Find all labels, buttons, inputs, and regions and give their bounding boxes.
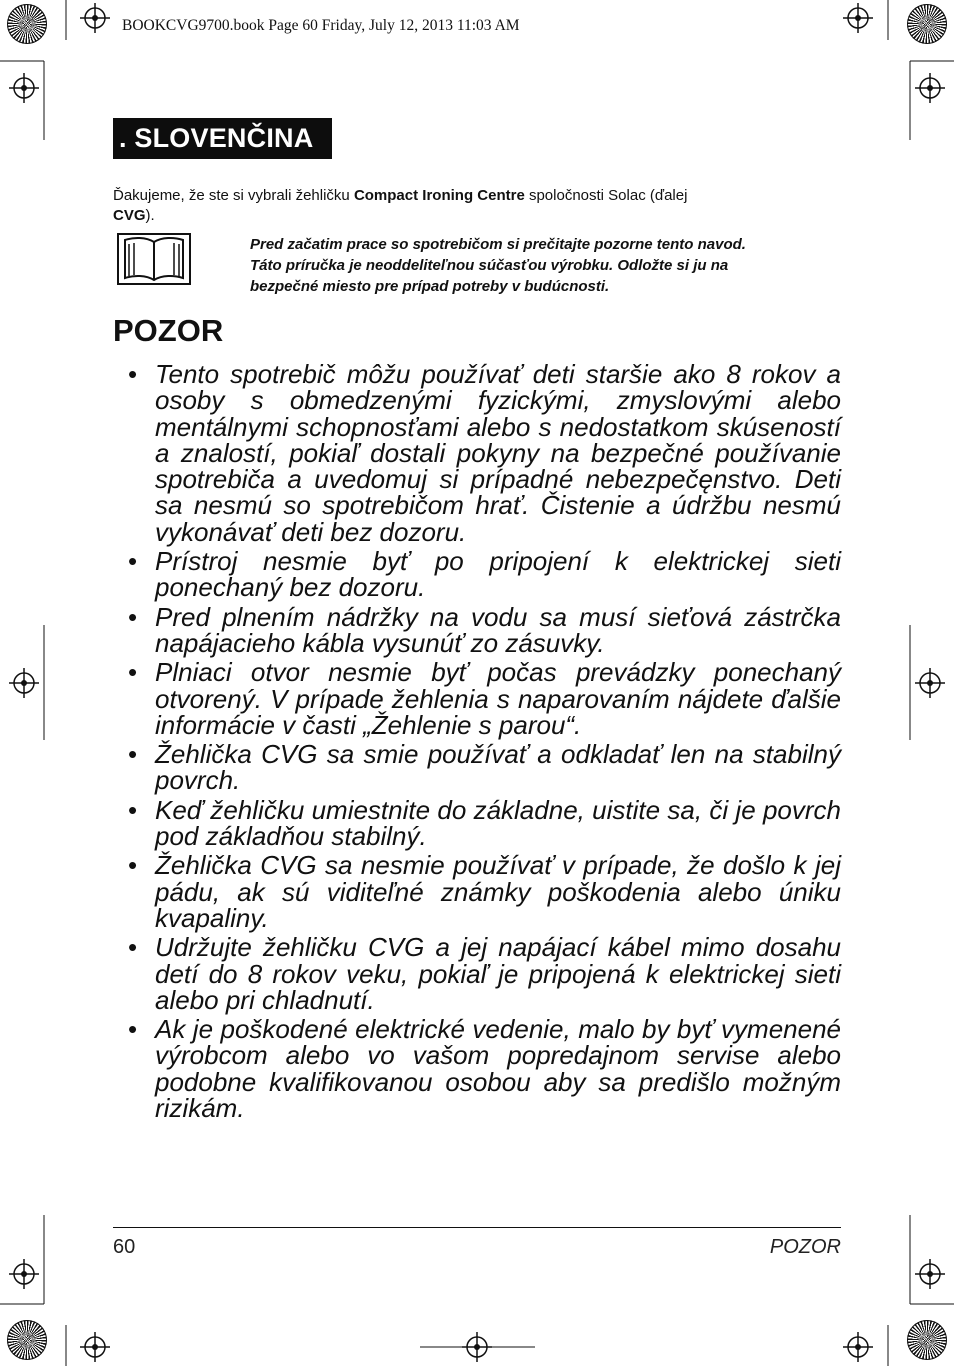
warning-item: • Tento spotrebič môžu používať deti staršie ako 8 rokov a osoby s obmedzenými fyzickými, zmyslovými alebo mentálnymi schopnosťami alebo s nedostatkom skúseností a znalostí, pokiaľ dostali pokyny na bezpečné používanie spotrebiča a uvedomuj si prípadné nebezpečęnstvo. Deti sa nesmú so spotrebičom hrať. Čistenie a údržbu nesmú vykonávať deti bez dozoru.	[128, 361, 841, 545]
warning-item: • Žehlička CVG sa nesmie používať v prípade, že došlo k jej pádu, ak sú viditeľné známky poškodenia alebo úniku kvapaliny.	[128, 852, 841, 931]
intro-paragraph	[113, 186, 843, 226]
book-icon	[116, 232, 192, 286]
registration-rosette-top-right	[907, 4, 947, 44]
warning-item: • Prístroj nesmie byť po pripojení k elektrickej sieti ponechaný bez dozoru.	[128, 548, 841, 601]
section-title: POZOR	[113, 313, 224, 348]
language-title: . SLOVENČINA	[113, 118, 332, 159]
registration-rosette-bottom-right	[907, 1320, 947, 1360]
warning-item: • Žehlička CVG sa smie používať a odkladať len na stabilný povrch.	[128, 741, 841, 794]
notice-line: bezpečné miesto pre prípad potreby v budúcnosti.	[250, 278, 610, 295]
notice-line: Pred začatim prace so spotrebičom si prečitajte pozorne tento navod.	[250, 236, 746, 253]
page-number: 60	[113, 1236, 136, 1258]
warning-item: • Udržujte žehličku CVG a jej napájací kábel mimo dosahu detí do 8 rokov veku, pokiaľ je pripojená k elektrickej sieti alebo pri chladnutí.	[128, 934, 841, 1013]
notice-line: Táto príručka je neoddeliteľnou súčasťou výrobku. Odložte si ju na	[250, 257, 729, 274]
warning-item: • Keď žehličku umiestnite do základne, uistite sa, či je povrch pod základňou stabilný.	[128, 797, 841, 850]
registration-rosette-bottom-left	[7, 1320, 47, 1360]
product-abbr: CVG	[113, 207, 146, 224]
intro-text-3: ).	[145, 207, 155, 224]
intro-text: Ďakujeme, že ste si vybrali žehličku	[113, 187, 354, 204]
print-header: BOOKCVG9700.book Page 60 Friday, July 12, 2013 11:03 AM	[122, 17, 520, 34]
warning-list	[128, 361, 841, 1124]
intro-text-2: spoločnosti Solac (ďalej	[524, 187, 688, 204]
warning-item: • Ak je poškodené elektrické vedenie, malo by byť vymenené výrobcom alebo vo vašom popredajnom servise alebo podobne kvalifikovanou osobou aby sa predišlo možným rizikám.	[128, 1016, 841, 1121]
footer-divider	[113, 1227, 841, 1228]
warning-item: • Pred plnením nádržky na vodu sa musí sieťová zástrčka napájacieho kábla vysunúť zo zásuvky.	[128, 604, 841, 657]
product-name: Compact Ironing Centre	[353, 187, 525, 204]
registration-rosette-top-left	[7, 4, 47, 44]
running-title: POZOR	[769, 1236, 841, 1258]
read-instructions-notice	[250, 234, 841, 297]
warning-item: • Plniaci otvor nesmie byť počas prevádzky ponechaný otvorený. V prípade žehlenia s naparovaním nájdete ďalšie informácie v časti „Žehlenie s parou“.	[128, 659, 841, 738]
